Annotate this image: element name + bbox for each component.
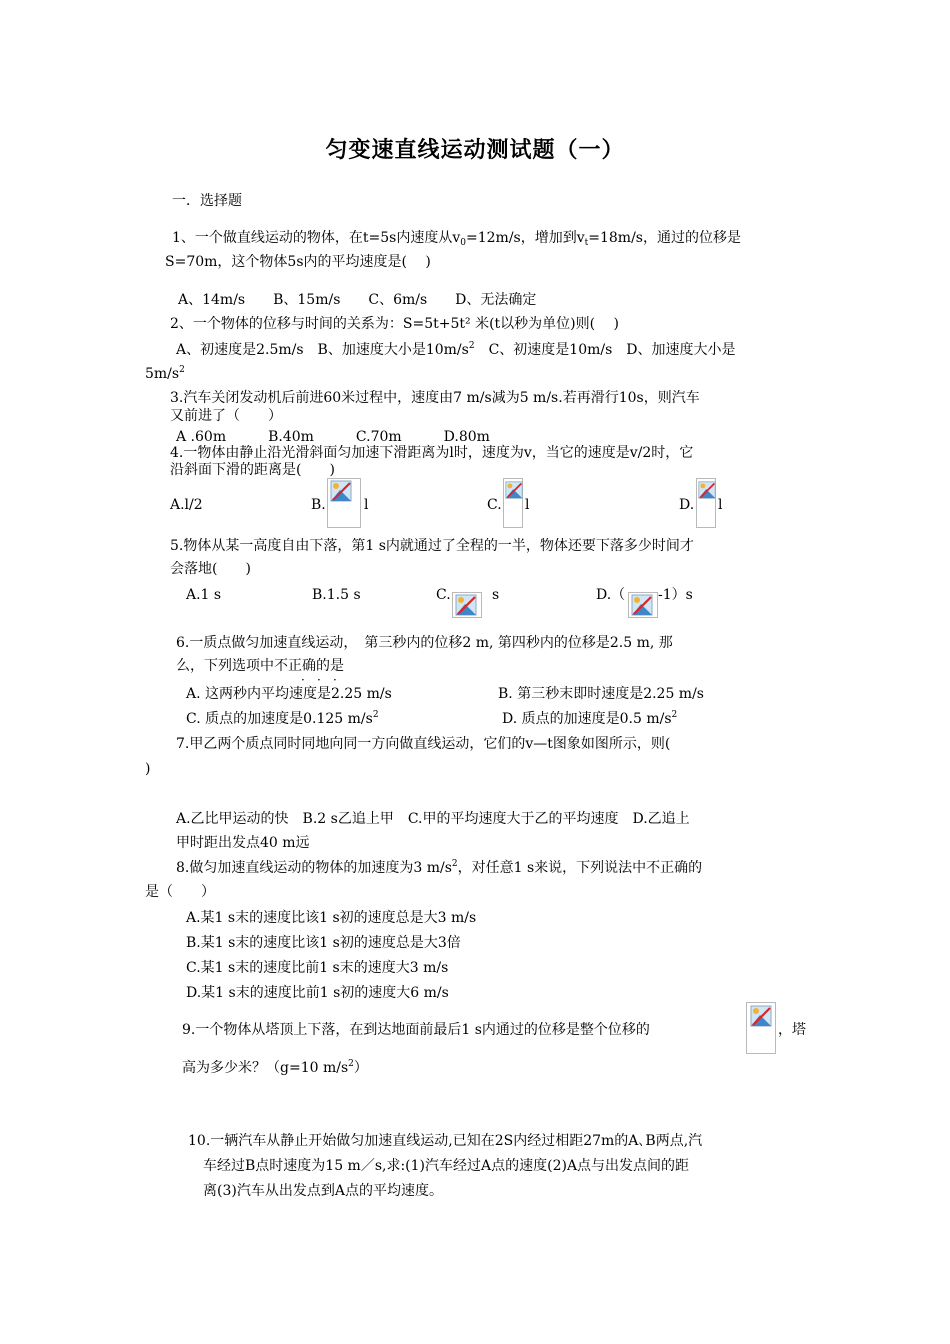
q5-option-a: A.1 s bbox=[186, 587, 222, 603]
q6-line1: 6.一质点做匀加速直线运动， 第三秒内的位移2 m, 第四秒内的位移是2.5 m, 那 bbox=[176, 635, 673, 651]
q5-line1: 5.物体从某一高度自由下落，第1 s内就通过了全程的一半，物体还要下落多少时间才 bbox=[170, 538, 694, 554]
section-heading: 一．选择题 bbox=[172, 193, 242, 209]
broken-image-icon bbox=[455, 594, 477, 616]
q4-option-d-suffix: l bbox=[718, 497, 723, 513]
broken-image-icon bbox=[330, 480, 352, 502]
emphasis-dot: · bbox=[333, 673, 337, 687]
q6-line2: 么，下列选项中不正确的是 bbox=[176, 658, 344, 674]
broken-image-icon bbox=[750, 1005, 772, 1027]
q9-line1-pre: 9.一个物体从塔顶上下落，在到达地面前最后1 s内通过的位移是整个位移的 bbox=[182, 1022, 650, 1038]
formula-image-icon bbox=[327, 478, 361, 528]
q9-line1-post: ，塔 bbox=[778, 1022, 806, 1038]
emphasis-text: 不正确 bbox=[274, 658, 316, 674]
formula-image-icon bbox=[503, 478, 523, 528]
q1-options: A、14m/s B、15m/s C、6m/s D、无法确定 bbox=[178, 292, 537, 308]
q2-line3: $5m/s^2$ bbox=[145, 365, 185, 382]
broken-image-icon bbox=[505, 480, 523, 500]
broken-image-icon bbox=[698, 480, 716, 500]
q3-line1: 3.汽车关闭发动机后前进60米过程中，速度由7 m/s减为5 m/s.若再滑行10s，则汽车 bbox=[170, 390, 700, 406]
q7-line4: 甲时距出发点40 m远 bbox=[176, 835, 310, 851]
q3-line2: 又前进了（ ） bbox=[170, 408, 282, 424]
formula-image-icon bbox=[696, 478, 716, 528]
q7-line1: 7.甲乙两个质点同时同地向同一方向做直线运动，它们的v—t图象如图所示，则( bbox=[176, 736, 671, 752]
emphasis-dot: · bbox=[317, 673, 321, 687]
formula-image-icon bbox=[452, 592, 482, 618]
q8-line1: 8.做匀加速直线运动的物体的加速度为3 $m/s^2$，对任意1 s来说，下列说法中不正确的 bbox=[176, 859, 703, 876]
q6-option-d: D. 质点的加速度是0.5 $m/s^2$ bbox=[502, 710, 678, 727]
page-title: 匀变速直线运动测试题（一） bbox=[325, 138, 625, 163]
q9-line2: 高为多少米？（g=10 $m/s^2$） bbox=[182, 1059, 368, 1076]
q5-line2: 会落地( ) bbox=[170, 561, 251, 577]
q10-line2: 车经过B点时速度为15 m／s,求:(1)汽车经过A点的速度(2)A点与出发点间的距 bbox=[203, 1158, 690, 1174]
q5-option-c-suffix: s bbox=[492, 587, 500, 603]
q3-options: A .60m B.40m C.70m D.80m bbox=[176, 429, 490, 445]
q4-line1: 4.一物体由静止沿光滑斜面匀加速下滑距离为l时，速度为v，当它的速度是v/2时，它 bbox=[170, 445, 694, 461]
q2-line1: 2、一个物体的位移与时间的关系为：S=5t+5t² 米(t以秒为单位)则( ) bbox=[170, 316, 620, 332]
broken-image-icon bbox=[631, 594, 653, 616]
q2-options: A、初速度是2.5m/s B、加速度大小是$10m/s^2$ C、初速度是10m/s D、加速度大小是 bbox=[176, 341, 736, 358]
q6-option-b: B. 第三秒末即时速度是2.25 m/s bbox=[498, 686, 704, 702]
q4-option-c-suffix: l bbox=[525, 497, 530, 513]
q8-line2: 是（ ） bbox=[145, 884, 215, 900]
q10-line3: 离(3)汽车从出发点到A点的平均速度。 bbox=[203, 1183, 443, 1199]
q4-option-b-label: B. bbox=[311, 497, 326, 513]
q5-option-c-label: C. bbox=[436, 587, 451, 603]
q7-line3: A.乙比甲运动的快 B.2 s乙追上甲 C.甲的平均速度大于乙的平均速度 D.乙追上 bbox=[176, 811, 690, 827]
q4-option-a: A.l/2 bbox=[170, 497, 203, 513]
q7-line2: ) bbox=[145, 761, 151, 777]
q6-option-a: A. 这两秒内平均速度是2.25 m/s bbox=[186, 686, 392, 702]
formula-image-icon bbox=[746, 1002, 776, 1054]
q8-option-d: D.某1 s末的速度比前1 s初的速度大6 m/s bbox=[186, 985, 449, 1001]
q5-option-b: B.1.5 s bbox=[312, 587, 361, 603]
q4-line2: 沿斜面下滑的距离是( ) bbox=[170, 462, 335, 478]
q5-option-d-label: D.（ bbox=[596, 587, 626, 603]
q10-line1: 10.一辆汽车从静止开始做匀加速直线运动,已知在2S内经过相距27m的A､B两点,汽 bbox=[188, 1133, 703, 1149]
q4-option-d-label: D. bbox=[679, 497, 695, 513]
q1-line1: 1、一个做直线运动的物体，在t=5s内速度从$v_0=12m/s$，增加到$v_t=18m/s$，通过的位移是 bbox=[172, 230, 741, 248]
q4-option-b-suffix: l bbox=[364, 497, 369, 513]
formula-image-icon bbox=[628, 592, 658, 618]
q6-option-c: C. 质点的加速度是0.125 $m/s^2$ bbox=[186, 710, 379, 727]
q4-option-c-label: C. bbox=[487, 497, 502, 513]
q8-option-b: B.某1 s末的速度比该1 s初的速度总是大3倍 bbox=[186, 935, 461, 951]
emphasis-dot: · bbox=[301, 673, 305, 687]
q5-option-d-suffix: -1）s bbox=[658, 587, 693, 603]
q1-line2: S=70m，这个物体5s内的平均速度是( ) bbox=[165, 254, 431, 270]
q8-option-c: C.某1 s末的速度比前1 s末的速度大3 m/s bbox=[186, 960, 449, 976]
q8-option-a: A.某1 s末的速度比该1 s初的速度总是大3 m/s bbox=[186, 910, 477, 926]
